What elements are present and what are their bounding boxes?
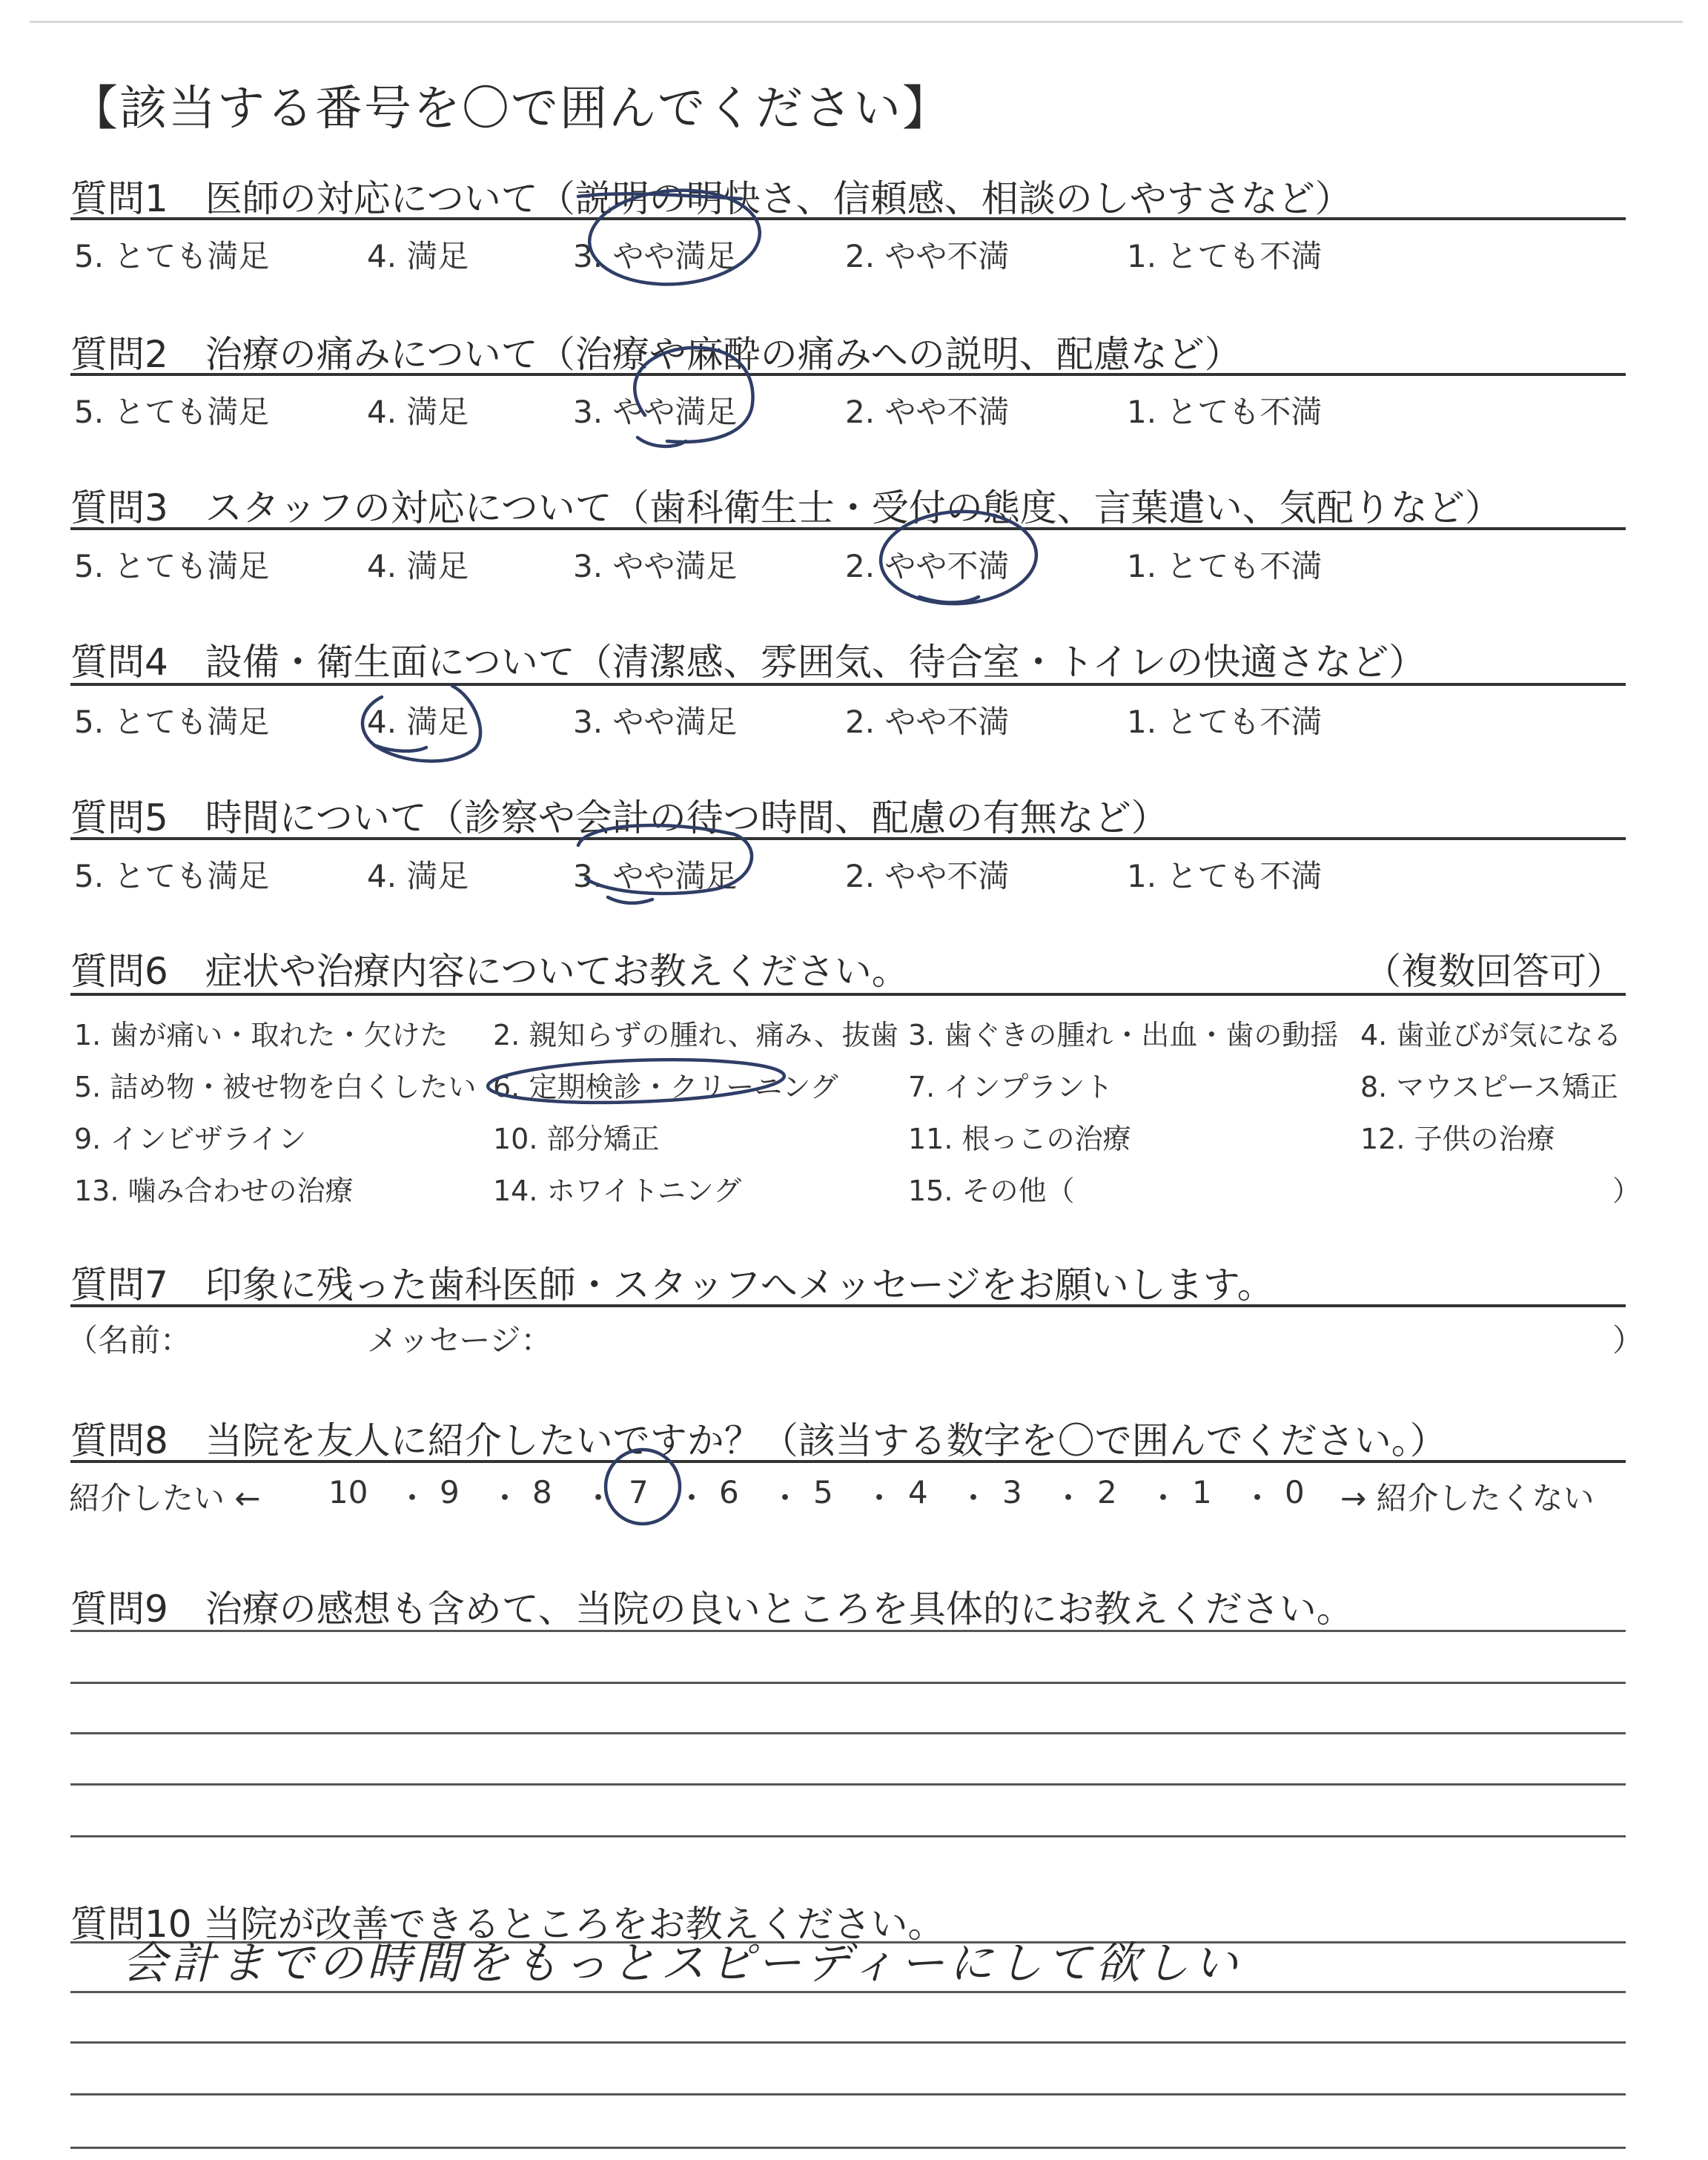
q1-option-5[interactable]: 5. とても満足 [74,238,270,274]
q5-option-3[interactable]: 3. やや満足 [573,858,738,894]
question-6-label: 質問6 症状や治療内容についてお教えください。 [70,950,909,993]
q10-answer-line[interactable] [70,1991,1626,1993]
question-2-label: 質問2 治療の痛みについて（治療や麻酔の痛みへの説明、配慮など） [70,333,1242,376]
q2-option-3[interactable]: 3. やや満足 [573,394,738,430]
q4-option-1[interactable]: 1. とても不満 [1127,704,1323,740]
q9-answer-line[interactable] [70,1682,1626,1684]
q3-option-5[interactable]: 5. とても満足 [74,548,270,584]
q6-item-2[interactable]: 2. 親知らずの腫れ、痛み、抜歯 [493,1019,898,1051]
q5-option-5[interactable]: 5. とても満足 [74,858,270,894]
q1-option-4[interactable]: 4. 満足 [367,238,469,274]
question-6-note: （複数回答可） [1364,950,1623,993]
q1-option-1[interactable]: 1. とても不満 [1127,238,1323,274]
q8-dot: ・ [1148,1480,1179,1516]
q3-option-3[interactable]: 3. やや満足 [573,548,738,584]
q6-item-1[interactable]: 1. 歯が痛い・取れた・欠けた [74,1019,448,1051]
question-5-label: 質問5 時間について（診察や会計の待つ時間、配慮の有無など） [70,796,1168,839]
question-1-label: 質問1 医師の対応について（説明の明快さ、信頼感、相談のしやすさなど） [70,177,1352,220]
question-2-rule [70,373,1626,376]
q3-option-1[interactable]: 1. とても不満 [1127,548,1323,584]
question-9-label: 質問9 治療の感想も含めて、当院の良いところを具体的にお教えください。 [70,1588,1354,1631]
q7-name-label: （名前： [67,1322,192,1358]
q6-item-9[interactable]: 9. インビザライン [74,1123,307,1155]
q6-item-12[interactable]: 12. 子供の治療 [1360,1123,1555,1155]
q5-option-1[interactable]: 1. とても不満 [1127,858,1323,894]
q4-underline-mark [374,745,426,751]
q8-dot: ・ [583,1480,615,1516]
q9-answer-line[interactable] [70,1783,1626,1786]
q1-option-3[interactable]: 3. やや満足 [573,238,738,274]
q4-option-3[interactable]: 3. やや満足 [573,704,738,740]
q8-number-2[interactable]: 2 [1097,1474,1117,1510]
q8-number-10[interactable]: 10 [328,1474,368,1510]
q7-message-label: メッセージ： [367,1322,552,1358]
question-5-rule [70,837,1626,840]
q7-close-paren: ） [1612,1322,1644,1358]
q8-right-label: → 紹介したくない [1340,1480,1595,1516]
q9-answer-line[interactable] [70,1630,1626,1632]
question-8-rule [70,1460,1626,1463]
q6-item-7[interactable]: 7. インプラント [908,1071,1113,1103]
q3-underline-mark [919,597,979,603]
q9-answer-line[interactable] [70,1835,1626,1837]
q5-option-2[interactable]: 2. やや不満 [845,858,1010,894]
question-4-label: 質問4 設備・衛生面について（清潔感、雰囲気、待合室・トイレの快適さなど） [70,641,1426,684]
q8-dot: ・ [1242,1480,1274,1516]
q6-item-15[interactable]: 15. その他（ [908,1175,1075,1207]
form-title: 【該当する番号を〇で囲んでください】 [70,82,951,136]
q4-option-2[interactable]: 2. やや不満 [845,704,1010,740]
q10-answer-line[interactable] [70,2093,1626,2095]
q6-item-5[interactable]: 5. 詰め物・被せ物を白くしたい [74,1071,477,1103]
q6-item-11[interactable]: 11. 根っこの治療 [908,1123,1131,1155]
q6-item-13[interactable]: 13. 噛み合わせの治療 [74,1175,354,1207]
question-8-label: 質問8 当院を友人に紹介したいですか？（該当する数字を〇で囲んでください。） [70,1419,1447,1462]
q6-item-14[interactable]: 14. ホワイトニング [493,1175,742,1207]
q6-item-6[interactable]: 6. 定期検診・クリーニング [493,1071,838,1103]
question-4-rule [70,683,1626,686]
q3-option-2[interactable]: 2. やや不満 [845,548,1010,584]
q10-handwritten-answer: 会計までの時間をもっとスピーディーにして欲しい [122,1938,1242,1989]
q8-number-9[interactable]: 9 [440,1474,460,1510]
question-7-label: 質問7 印象に残った歯科医師・スタッフへメッセージをお願いします。 [70,1264,1274,1307]
q8-number-1[interactable]: 1 [1192,1474,1212,1510]
q2-option-5[interactable]: 5. とても満足 [74,394,270,430]
q3-option-4[interactable]: 4. 満足 [367,548,469,584]
q10-answer-line[interactable] [70,2147,1626,2149]
q8-number-7[interactable]: 7 [629,1474,649,1510]
q8-dot: ・ [1053,1480,1085,1516]
q2-option-2[interactable]: 2. やや不満 [845,394,1010,430]
q8-number-5[interactable]: 5 [813,1474,833,1510]
q1-option-2[interactable]: 2. やや不満 [845,238,1010,274]
q8-dot: ・ [397,1480,428,1516]
q8-number-6[interactable]: 6 [719,1474,739,1510]
q6-item-15-close: ） [1612,1175,1641,1207]
q9-answer-line[interactable] [70,1732,1626,1734]
q8-number-4[interactable]: 4 [908,1474,928,1510]
question-6-rule [70,993,1626,996]
q5-underline-mark [608,897,652,903]
question-7-rule [70,1304,1626,1307]
q2-option-4[interactable]: 4. 満足 [367,394,469,430]
question-10-label: 質問10 当院が改善できるところをお教えください。 [70,1903,945,1946]
q8-number-3[interactable]: 3 [1002,1474,1022,1510]
question-1-rule [70,217,1626,220]
q4-option-4[interactable]: 4. 満足 [367,704,469,740]
q6-item-4[interactable]: 4. 歯並びが気になる [1360,1019,1622,1051]
q8-number-0[interactable]: 0 [1285,1474,1305,1510]
question-3-rule [70,527,1626,530]
q5-option-4[interactable]: 4. 満足 [367,858,469,894]
q6-item-3[interactable]: 3. 歯ぐきの腫れ・出血・歯の動揺 [908,1019,1339,1051]
page-top-edge [30,21,1683,23]
q8-dot: ・ [864,1480,896,1516]
q10-answer-line[interactable] [70,2041,1626,2044]
q4-option-5[interactable]: 5. とても満足 [74,704,270,740]
q2-underline-mark [638,437,686,446]
q6-item-8[interactable]: 8. マウスピース矯正 [1360,1071,1618,1103]
q8-dot: ・ [958,1480,990,1516]
q8-number-8[interactable]: 8 [532,1474,552,1510]
q8-dot: ・ [769,1480,801,1516]
question-3-label: 質問3 スタッフの対応について（歯科衛生士・受付の態度、言葉遣い、気配りなど） [70,486,1502,529]
q8-left-label: 紹介したい ← [69,1480,261,1516]
q6-item-10[interactable]: 10. 部分矯正 [493,1123,660,1155]
q8-dot: ・ [676,1480,708,1516]
q2-option-1[interactable]: 1. とても不満 [1127,394,1323,430]
q8-dot: ・ [489,1480,521,1516]
